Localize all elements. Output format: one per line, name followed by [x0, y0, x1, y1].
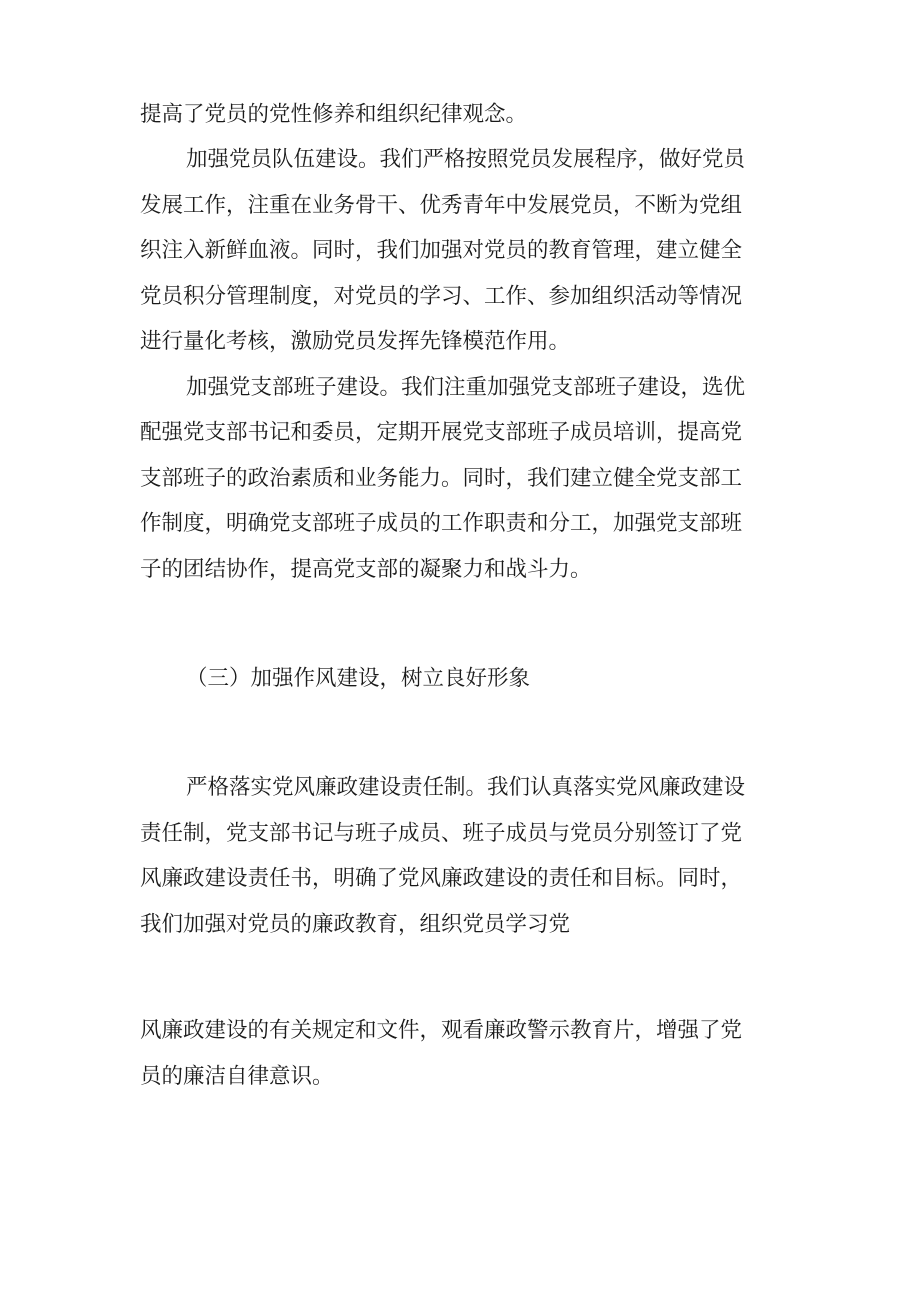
paragraph-line: 加强党支部班子建设。我们注重加强党支部班子建设，选优 — [186, 375, 746, 400]
section-heading: （三）加强作风建设，树立良好形象 — [186, 666, 531, 691]
paragraph-line: 作制度，明确党支部班子成员的工作职责和分工，加强党支部班 — [140, 511, 743, 536]
paragraph-line: 员的廉洁自律意识。 — [140, 1064, 334, 1089]
paragraph-line: 配强党支部书记和委员，定期开展党支部班子成员培训，提高党 — [140, 420, 743, 445]
paragraph-line: 严格落实党风廉政建设责任制。我们认真落实党风廉政建设 — [186, 775, 746, 800]
paragraph-line: 风廉政建设责任书，明确了党风廉政建设的责任和目标。同时， — [140, 866, 743, 891]
paragraph-line: 党员积分管理制度，对党员的学习、工作、参加组织活动等情况 — [140, 284, 743, 309]
paragraph-line: 进行量化考核，激励党员发挥先锋模范作用。 — [140, 329, 571, 354]
paragraph-line: 风廉政建设的有关规定和文件，观看廉政警示教育片，增强了党 — [140, 1018, 743, 1043]
paragraph-line: 支部班子的政治素质和业务能力。同时，我们建立健全党支部工 — [140, 466, 743, 491]
paragraph-line: 责任制，党支部书记与班子成员、班子成员与党员分别签订了党 — [140, 821, 743, 846]
paragraph-line: 我们加强对党员的廉政教育，组织党员学习党 — [140, 912, 571, 937]
paragraph-line: 子的团结协作，提高党支部的凝聚力和战斗力。 — [140, 557, 592, 582]
paragraph-line: 发展工作，注重在业务骨干、优秀青年中发展党员，不断为党组 — [140, 193, 743, 218]
paragraph-line: 加强党员队伍建设。我们严格按照党员发展程序，做好党员 — [186, 147, 746, 172]
paragraph-line: 织注入新鲜血液。同时，我们加强对党员的教育管理，建立健全 — [140, 238, 743, 263]
paragraph-line: 提高了党员的党性修养和组织纪律观念。 — [140, 102, 528, 127]
